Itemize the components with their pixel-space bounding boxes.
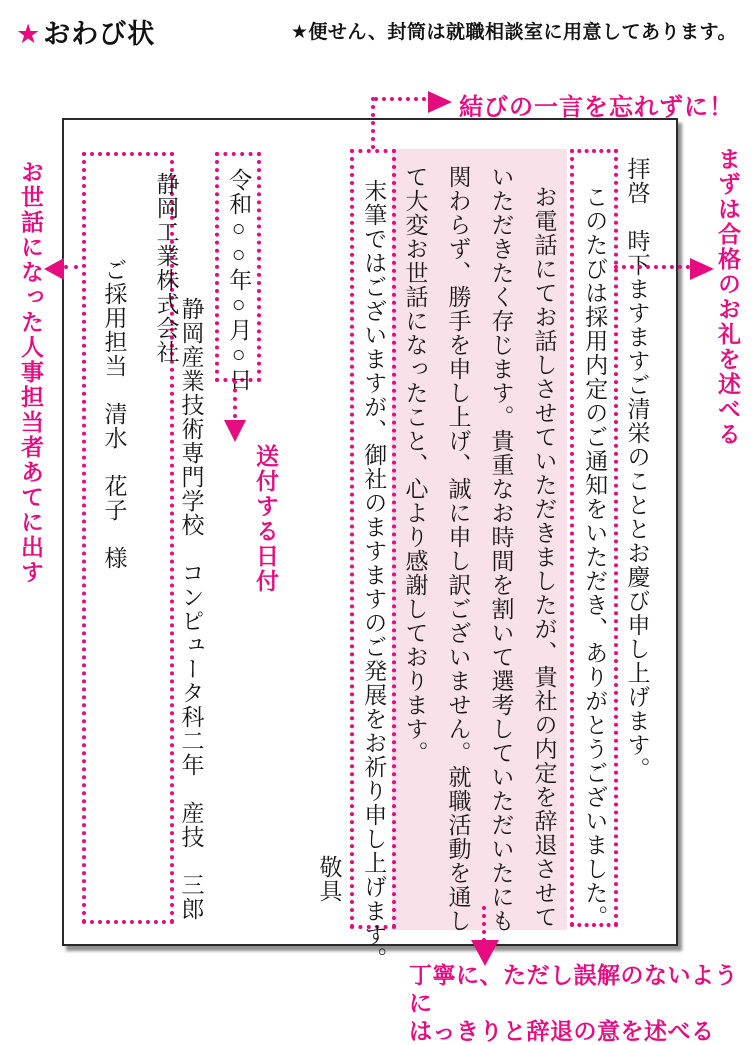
- thanks-paragraph: このたびは採用内定のご通知をいただき、ありがとうございました。: [582, 185, 608, 929]
- annotation-bottom-line1: 丁寧に、ただし誤解のないように: [409, 962, 738, 1016]
- arrow-right-icon: [428, 91, 452, 113]
- closing-paragraph: 末筆ではございますが、御社のますますのご発展をお祈り申し上げます。: [361, 179, 387, 971]
- dotted-connector-top-h: [374, 97, 426, 101]
- star-icon: ★: [16, 19, 42, 49]
- recipient-company: 静岡工業株式会社: [153, 172, 179, 364]
- body-column: 関わらず、勝手を申し上げ、誠に申し訳ございません。就職活動を通し: [445, 165, 471, 933]
- arrow-down-icon: [224, 420, 246, 442]
- opening-paragraph: 拝啓 時下ますますご清栄のこととお慶び申し上げます。: [624, 157, 650, 781]
- dotted-connector-bottom: [482, 906, 486, 942]
- recipient-person: ご採用担当 清水 花子 様: [101, 258, 127, 570]
- recipient-box: [82, 152, 179, 924]
- supplies-note: ★便せん、封筒は就職相談室に用意してあります。: [290, 22, 737, 43]
- closing-paragraph-box: [350, 149, 396, 971]
- thanks-paragraph-box: [570, 149, 618, 927]
- dotted-connector-left: [64, 265, 78, 269]
- annotation-right-note: まずは合格のお礼を述べる: [715, 147, 741, 447]
- dotted-connector-date: [233, 380, 237, 418]
- body-column: て大変お世話になったこと、心より感謝しております。: [402, 165, 428, 765]
- arrow-right-icon: [690, 258, 714, 280]
- letter-sheet: [62, 118, 678, 971]
- resignation-highlight-panel: [392, 149, 567, 933]
- sign-off: 敬具: [316, 855, 342, 903]
- annotation-bottom-line2: はっきりと辞退の意を述べる: [409, 1018, 715, 1044]
- annotation-send-date: 送付する日付: [253, 444, 279, 594]
- body-column: お電話にてお話しさせていただきましたが、貴社の内定を辞退させて: [531, 185, 557, 929]
- page-title: [16, 12, 155, 51]
- annotation-top-note: 結びの一言を忘れずに！: [459, 94, 734, 121]
- letter-date: 令和○○年○月○日: [226, 168, 252, 392]
- annotation-bottom-note: [409, 961, 754, 1045]
- dotted-connector-right: [614, 265, 690, 269]
- page-title-text: おわび状: [43, 19, 156, 49]
- date-box: [215, 152, 261, 392]
- annotation-left-note: お世話になった人事担当者あてに出す: [18, 160, 44, 585]
- body-column: いただきたく存じます。貴重なお時間を割いて選考していただいたにも: [488, 165, 514, 933]
- sender-line: 静岡産業技術専門学校 コンピュータ科二年 産技 三郎: [178, 297, 204, 921]
- dotted-connector-top: [371, 97, 375, 149]
